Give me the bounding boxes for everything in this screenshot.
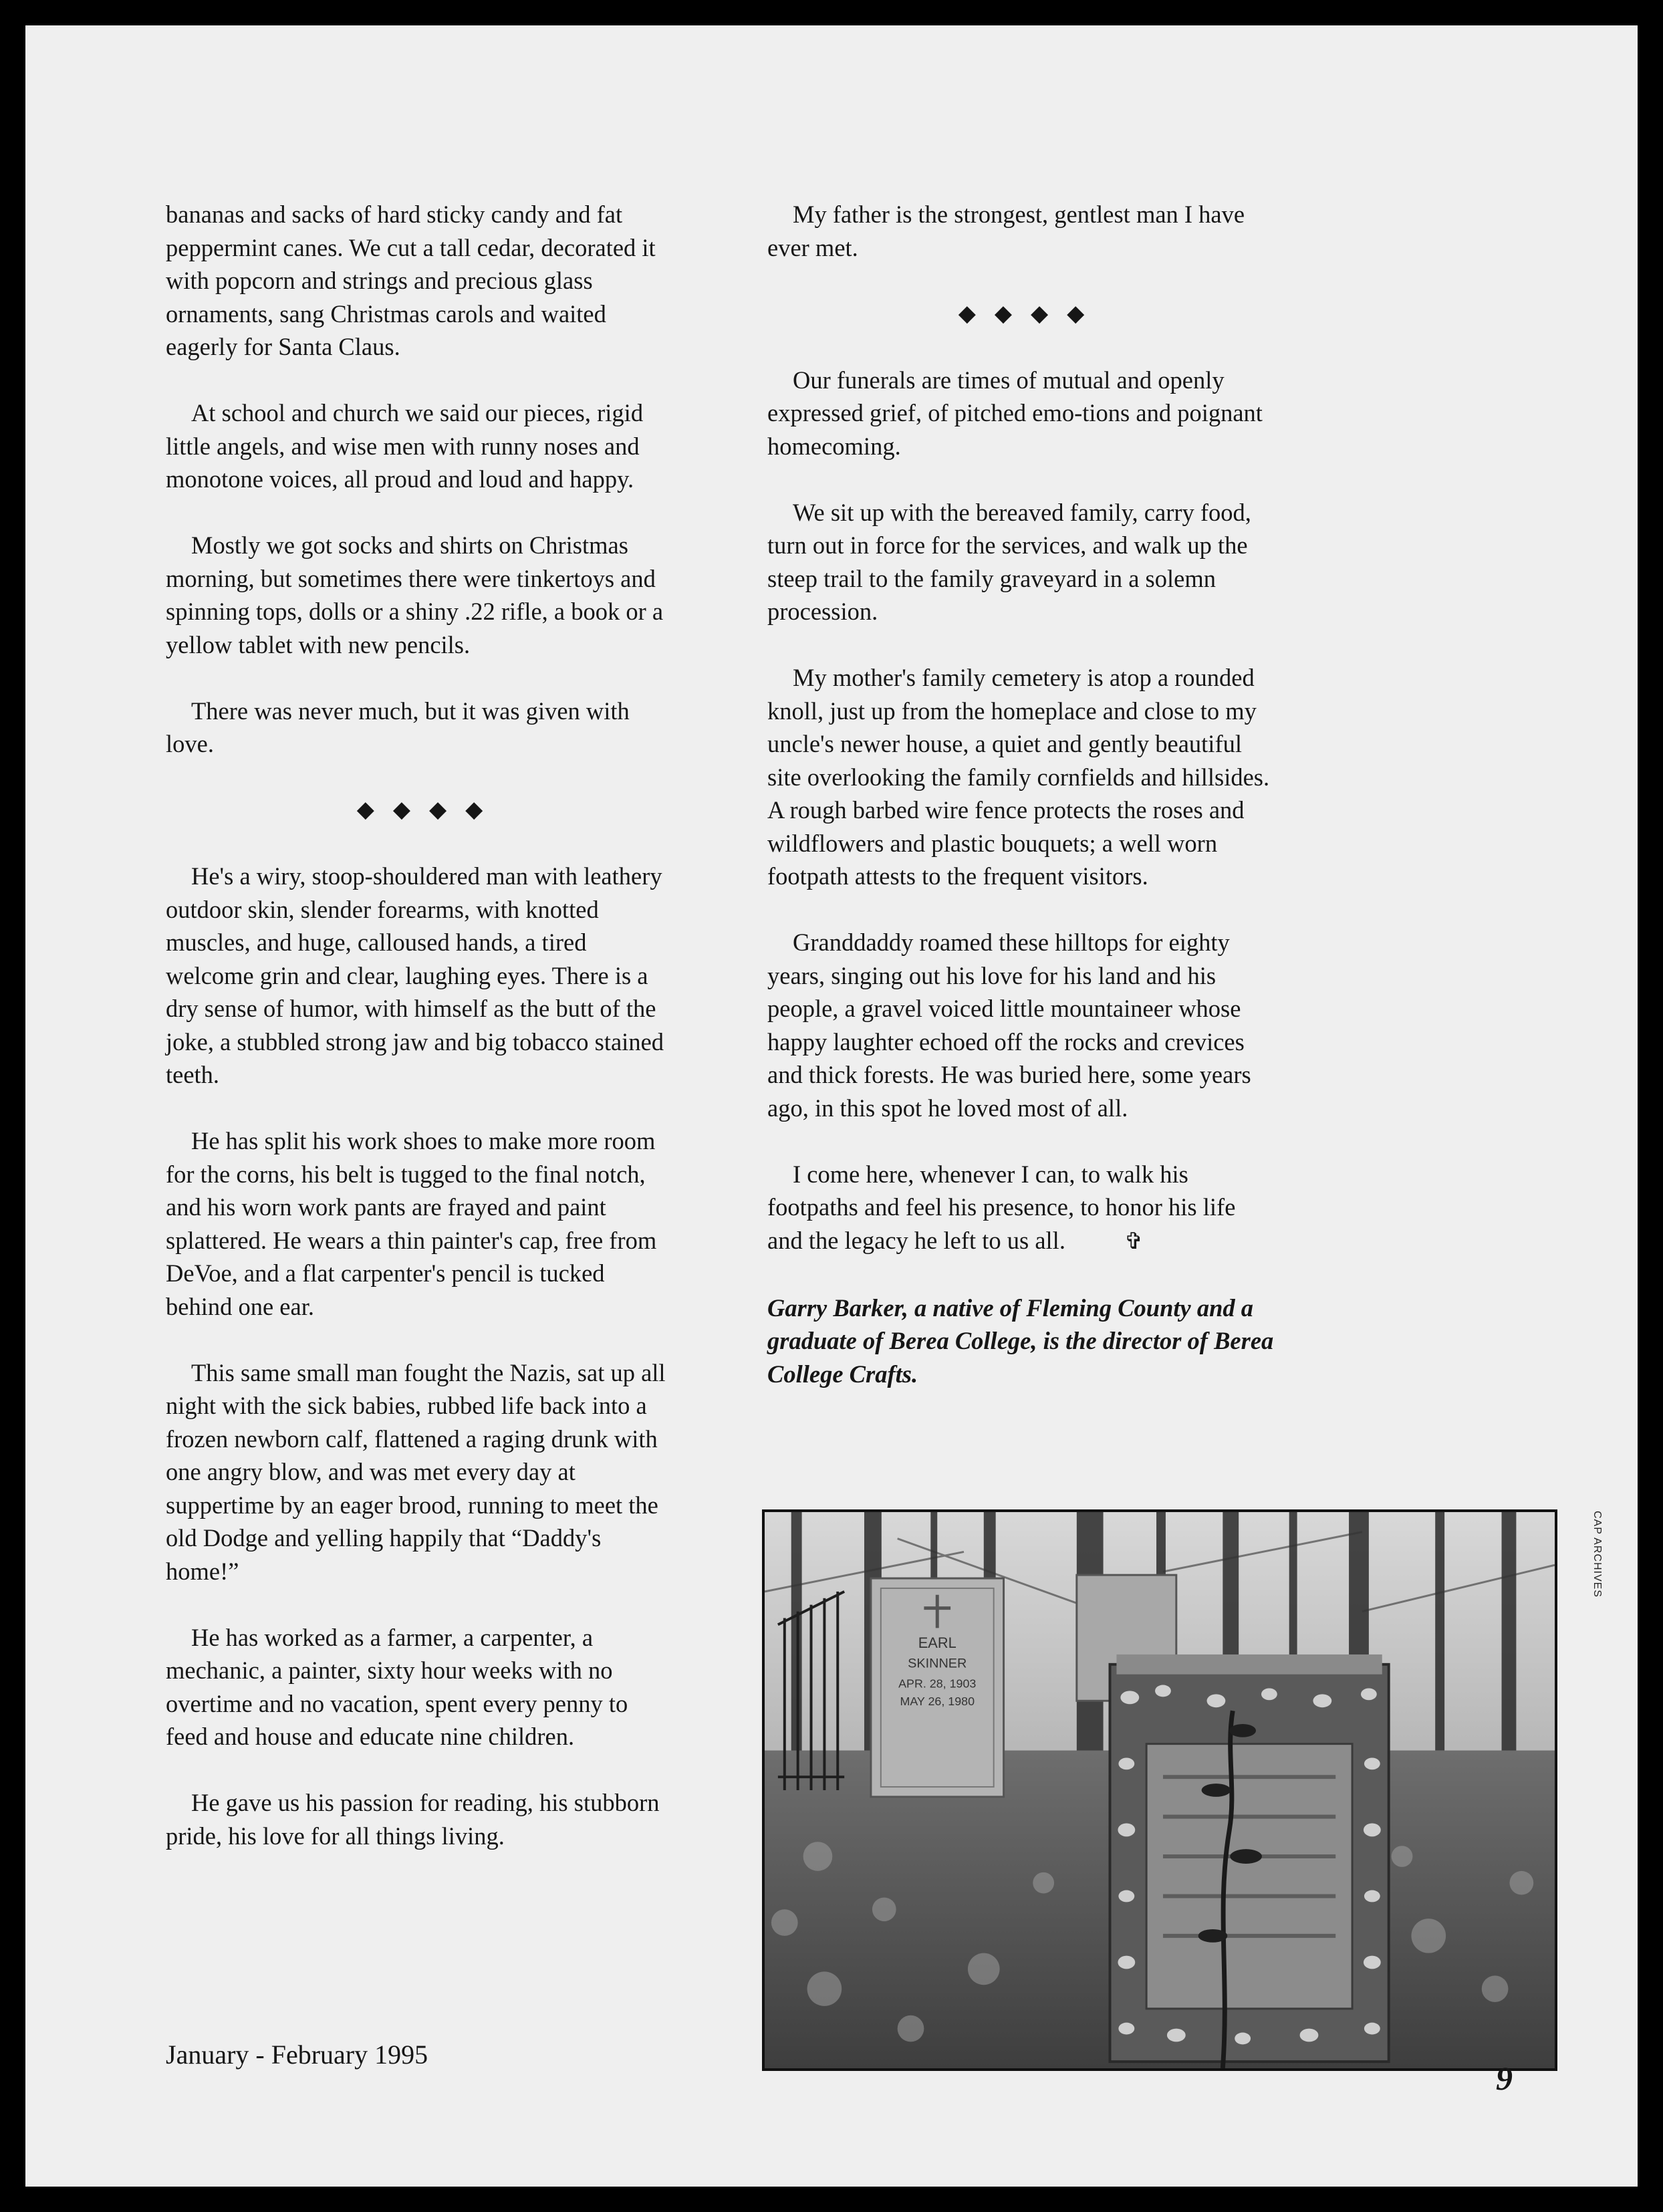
section-separator: ◆◆◆◆ [958,301,1104,326]
paragraph: This same small man fought the Nazis, sat up all night with the sick babies, rubbed life back into a frozen newborn calf, flattened a raging drunk with one angry blow, and was met every day at suppertime by an eager brood, running to meet the old Dodge and yelling happily that “Daddy's home!” [166,1358,666,1585]
headstone-text: APR. 28, 1903 [898,1677,977,1691]
cemetery-photo [762,1509,1557,2071]
section-separator: ◆◆◆◆ [356,797,502,822]
photo-credit: CAP ARCHIVES [1591,1511,1603,1598]
final-paragraph [767,1158,1275,1259]
cemetery-photo-graphic [765,1512,1555,2068]
paragraph-text: I come here, whenever I can, to walk his footpaths and feel his presence, to honor his life and the legacy he left to us all. [767,1160,1236,1254]
issue-date: January - February 1995 [166,2040,428,2070]
paragraph: He has worked as a farmer, a carpenter, a mechanic, a painter, sixty hour weeks with no overtime and no vacation, spent every penny to feed and house and educate nine children. [166,1623,628,1750]
paragraph: bananas and sacks of hard sticky candy and fat peppermint canes. We cut a tall cedar, decorated it with popcorn and strings and precious glass ornaments, sang Christmas carols and waited eagerly for Santa Claus. [166,201,656,360]
paragraph: Granddaddy roamed these hilltops for eighty years, singing out his love for his land and his people, a gravel voiced little mountaineer whose happy laughter echoed off the rocks and crevices and thick forests. He was buried here, some years ago, in this spot he loved most of all. [767,929,1251,1122]
paragraph: At school and church we said our pieces, rigid little angels, and wise men with runny noses and monotone voices, all proud and loud and happy. [166,399,644,493]
magazine-page [25,25,1638,2187]
headstone-text: SKINNER [908,1656,967,1671]
paragraph: There was never much, but it was given with love. [166,697,630,757]
left-text-column [166,198,674,1886]
paragraph: Mostly we got socks and shirts on Christmas morning, but sometimes there were tinkertoys and spinning tops, dolls or a shiny .22 rifle, a book or a yellow tablet with new pencils. [166,531,664,658]
right-text-column [767,198,1275,1424]
paragraph: My mother's family cemetery is atop a rounded knoll, just up from the homeplace and close to my uncle's newer house, a quiet and gently beautiful site overlooking the family cornfields and hillsides. A rough barbed wire fence protects the roses and wildflowers and plastic bouquets; a well worn footpath attests to the frequent visitors. [767,664,1270,890]
paragraph: We sit up with the bereaved family, carry food, turn out in force for the services, and walk up the steep trail to the family graveyard in a solemn procession. [767,498,1251,625]
paragraph: Our funerals are times of mutual and openly expressed grief, of pitched emo-tions and poignant homecoming. [767,366,1263,460]
headstone-text: MAY 26, 1980 [900,1695,975,1709]
headstone-text: EARL [918,1634,956,1652]
cross-end-mark-icon: ✞ [1124,1229,1144,1254]
paragraph: He has split his work shoes to make more room for the corns, his belt is tugged to the final notch, and his worn work pants are frayed and paint splattered. He wears a thin painter's cap, free from DeVoe, and a flat carpenter's pencil is tucked behind one ear. [166,1127,657,1320]
author-bio: Garry Barker, a native of Fleming County and a graduate of Berea College, is the director of Berea College Crafts. [767,1294,1274,1388]
paragraph: My father is the strongest, gentlest man I have ever met. [767,201,1245,261]
page-number: 9 [1496,2060,1513,2097]
paragraph: He's a wiry, stoop-shouldered man with leathery outdoor skin, slender forearms, with knotted muscles, and huge, calloused hands, a tired welcome grin and clear, laughing eyes. There is a dry sense of humor, with himself as the butt of the joke, a stubbled strong jaw and big tobacco stained teeth. [166,862,664,1088]
paragraph: He gave us his passion for reading, his stubborn pride, his love for all things living. [166,1789,660,1850]
